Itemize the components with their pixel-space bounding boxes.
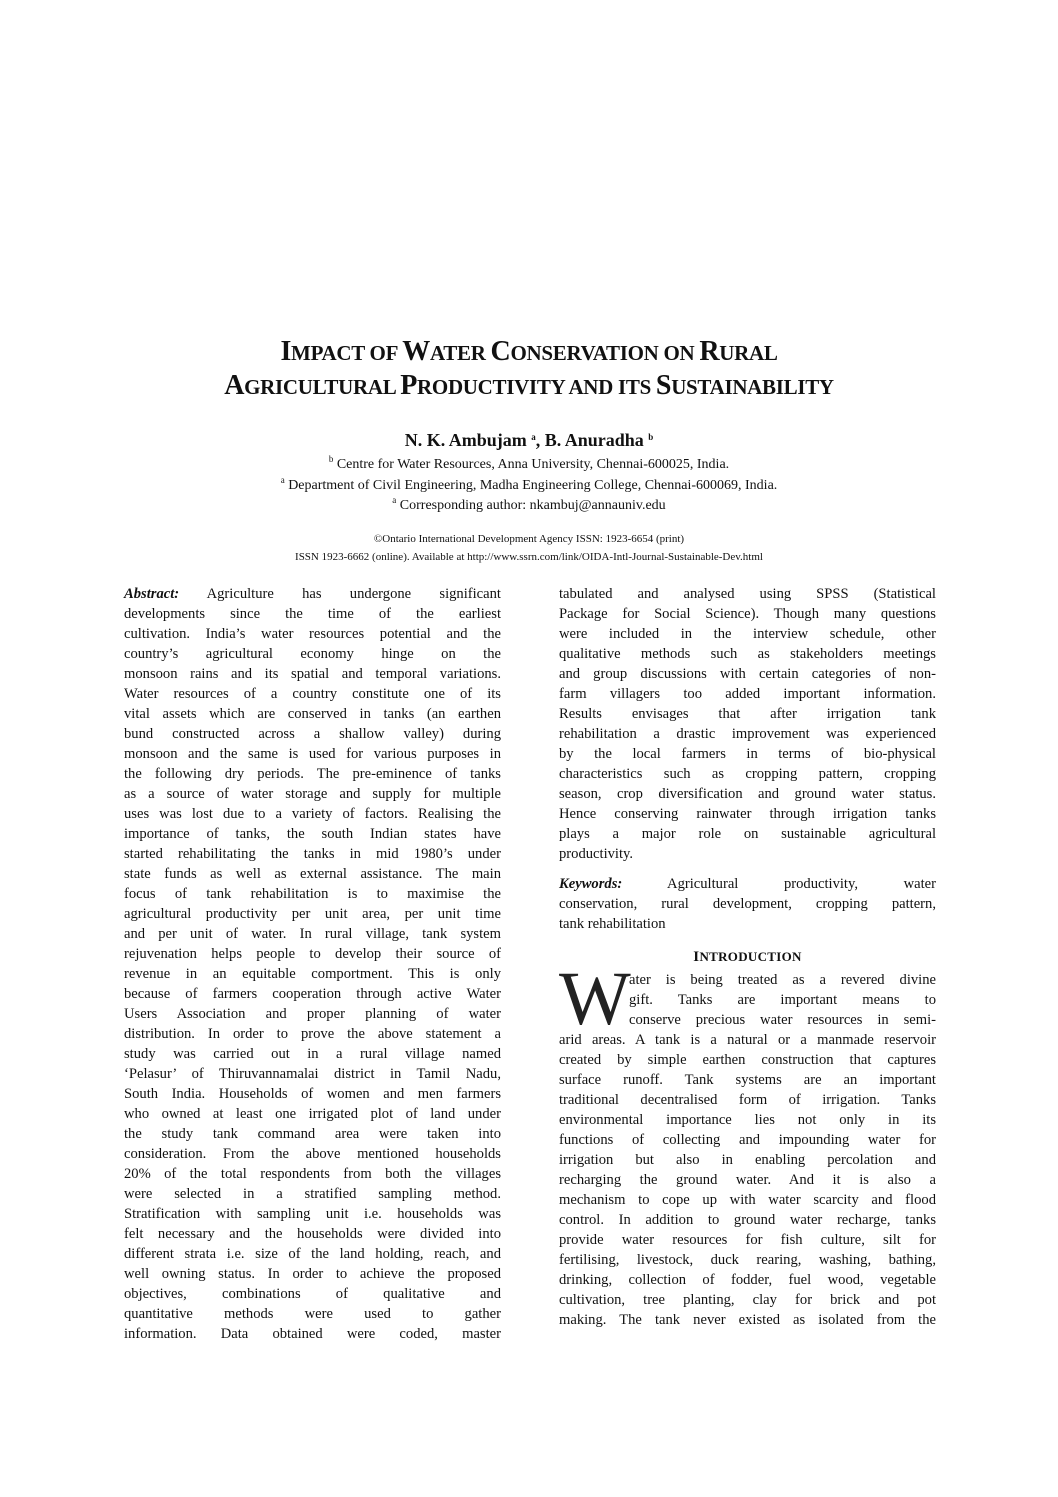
keywords-line [559, 894, 936, 914]
abstract-line [124, 604, 501, 624]
title-small-caps-text: URAL [719, 341, 778, 365]
keywords-text: tank rehabilitation [559, 916, 666, 932]
abstract-line [124, 864, 501, 884]
abstract-line [124, 964, 501, 984]
abstract-line [124, 1244, 501, 1264]
keywords-label: Keywords: [559, 876, 623, 892]
affiliation-text: Department of Civil Engineering, Madha Engineering College, Chennai-600069, India. [288, 478, 778, 493]
abstract-text: study was carried out in a rural village named [124, 1046, 501, 1062]
affiliation [0, 475, 1058, 494]
abstract-line [124, 1144, 501, 1164]
title-small-caps-text: MPACT OF [291, 341, 403, 365]
abstract-text: consideration. From the above mentioned households [124, 1146, 501, 1162]
introduction-line [559, 1230, 936, 1250]
text-line-content: qualitative methods such as stakeholders meetings [559, 646, 936, 662]
abstract-text: felt necessary and the households were divided into [124, 1226, 501, 1242]
text-line-content: characteristics such as cropping pattern, cropping [559, 766, 936, 782]
abstract-text: state funds as well as external assistance. The main [124, 866, 501, 882]
abstract-line [124, 664, 501, 684]
abstract-text: bund constructed across a shallow valley) during [124, 726, 501, 742]
abstract-line [559, 604, 936, 624]
abstract-line [124, 924, 501, 944]
title-small-caps-text: ONSERVATION ON [510, 341, 700, 365]
abstract-line [124, 1024, 501, 1044]
abstract-text: uses was lost due to a variety of factors. Realising the [124, 806, 501, 822]
abstract-line [559, 644, 936, 664]
title-capital-letter: A [224, 370, 245, 401]
abstract-line [124, 764, 501, 784]
abstract-line [124, 804, 501, 824]
text-line-content: irrigation but also in enabling percolation and [559, 1152, 936, 1168]
affiliation-text: Centre for Water Resources, Anna University, Chennai-600025, India. [336, 457, 730, 472]
abstract-line [124, 1044, 501, 1064]
text-line-content: arid areas. A tank is a natural or a manmade reservoir [559, 1032, 936, 1048]
title-small-caps-text: ATER [429, 341, 491, 365]
abstract-text: were selected in a stratified sampling method. [124, 1186, 501, 1202]
issn-availability-line: ISSN 1923-6662 (online). Available at http://www.ssrn.com/link/OIDA-Intl-Journal-Sustainable-Dev.html [295, 551, 763, 563]
abstract-text: different strata i.e. size of the land holding, reach, and [124, 1246, 501, 1262]
abstract-text: developments since the time of the earliest [124, 606, 501, 622]
abstract-line [124, 1224, 501, 1244]
introduction-line [559, 1210, 936, 1230]
abstract-text: cultivation. India’s water resources potential and the [124, 626, 501, 642]
abstract-text: revenue in an equitable comportment. This is only [124, 966, 501, 982]
introduction-line [559, 1110, 936, 1130]
abstract-text: who owned at least one irrigated plot of land under [124, 1106, 501, 1122]
text-line-content: cultivation, tree planting, clay for brick and pot [559, 1292, 936, 1308]
text-line-content: tabulated and analysed using SPSS (Statistical [559, 586, 936, 602]
introduction-line [559, 1070, 936, 1090]
abstract-text: distribution. In order to prove the above statement a [124, 1026, 501, 1042]
abstract-line [124, 1064, 501, 1084]
title-capital-letter: P [400, 370, 418, 401]
abstract-line [124, 1124, 501, 1144]
corresponding-author [0, 495, 1058, 514]
text-line-content: fertilising, livestock, duck rearing, washing, bathing, [559, 1252, 936, 1268]
abstract-text: rejuvenation helps people to develop their source of [124, 946, 501, 962]
abstract-line [124, 944, 501, 964]
text-line-content: making. The tank never existed as isolated from the [559, 1312, 936, 1328]
abstract-line [124, 824, 501, 844]
text-line-content: recharging the ground water. And it is also a [559, 1172, 936, 1188]
abstract-text: quantitative methods were used to gather [124, 1306, 501, 1322]
text-line-content: Package for Social Science). Though many questions [559, 606, 936, 622]
author-affiliation-marker: a [531, 432, 536, 442]
abstract-text: Water resources of a country constitute one of its [124, 686, 501, 702]
introduction-line [559, 1190, 936, 1210]
title-capital-letter: R [699, 336, 720, 367]
text-line-content: and group discussions with certain categories of non- [559, 666, 936, 682]
abstract-text: the following dry periods. The pre-eminence of tanks [124, 766, 501, 782]
abstract-line [124, 744, 501, 764]
abstract-line [559, 824, 936, 844]
author-name: B. Anuradha [544, 430, 644, 450]
keywords-text: Agricultural productivity, water [622, 876, 936, 892]
author-separator: , [535, 430, 545, 450]
heading-capital-letter: I [693, 949, 700, 965]
abstract-line [124, 684, 501, 704]
text-line-content: environmental importance lies not only in its [559, 1112, 936, 1128]
abstract-first-line [124, 584, 501, 604]
abstract-text: ‘Pelasur’ of Thiruvannamalai district in Tamil Nadu, [124, 1066, 501, 1082]
introduction-line [559, 1150, 936, 1170]
introduction-paragraph [559, 957, 936, 1330]
abstract-line [124, 884, 501, 904]
introduction-line [559, 1290, 936, 1310]
title-capital-letter: C [490, 336, 511, 367]
affiliation-marker: b [328, 454, 334, 464]
abstract-line [124, 1184, 501, 1204]
abstract-line [124, 1284, 501, 1304]
introduction-line [559, 1250, 936, 1270]
author-list [0, 430, 1058, 451]
abstract-text: Agriculture has undergone significant [179, 586, 501, 602]
abstract-line [559, 584, 936, 604]
abstract-line [124, 1304, 501, 1324]
text-line-content: conserve precious water resources in semi- [629, 1012, 936, 1028]
text-line-content: were included in the interview schedule, other [559, 626, 936, 642]
abstract-text: focus of tank rehabilitation is to maximise the [124, 886, 501, 902]
introduction-line [559, 1170, 936, 1190]
text-line-content: gift. Tanks are important means to [629, 992, 936, 1008]
abstract-line [124, 1084, 501, 1104]
abstract-text: 20% of the total respondents from both the villages [124, 1166, 501, 1182]
text-line-content: farm villagers too added important information. [559, 686, 936, 702]
title-capital-letter: W [402, 336, 430, 367]
text-line-content: provide water resources for fish culture, silt for [559, 1232, 936, 1248]
text-line-content: functions of collecting and impounding water for [559, 1132, 936, 1148]
abstract-text: monsoon rains and its spatial and temporal variations. [124, 666, 501, 682]
abstract-line [559, 764, 936, 784]
abstract-text: importance of tanks, the south Indian states have [124, 826, 501, 842]
right-column [559, 584, 936, 1330]
title-capital-letter: I [280, 336, 292, 367]
text-line-content: Hence conserving rainwater through irrigation tanks [559, 806, 936, 822]
text-line-content: mechanism to cope up with water scarcity and flood [559, 1192, 936, 1208]
keywords-text: conservation, rural development, cropping pattern, [559, 896, 936, 912]
text-line-content: traditional decentralised form of irrigation. Tanks [559, 1092, 936, 1108]
abstract-line [559, 704, 936, 724]
title-small-caps-text: USTAINABILITY [671, 375, 834, 399]
introduction-line [559, 1050, 936, 1070]
abstract-line [559, 684, 936, 704]
corresponding-author-email: Corresponding author: nkambuj@annauniv.edu [399, 498, 666, 513]
abstract-text: as a source of water storage and supply for multiple [124, 786, 501, 802]
abstract-text: information. Data obtained were coded, master [124, 1326, 501, 1342]
affiliation [0, 454, 1058, 473]
abstract-text: agricultural productivity per unit area, per unit time [124, 906, 501, 922]
abstract-line [559, 804, 936, 824]
abstract-text: Stratification with sampling unit i.e. households was [124, 1206, 501, 1222]
text-line-content: Results envisages that after irrigation tank [559, 706, 936, 722]
abstract-line [559, 784, 936, 804]
title-capital-letter: S [655, 370, 672, 401]
abstract-line [559, 744, 936, 764]
introduction-line [559, 1090, 936, 1110]
abstract-line [559, 724, 936, 744]
abstract-line [124, 1004, 501, 1024]
abstract-text: objectives, combinations of qualitative and [124, 1286, 501, 1302]
abstract-text: vital assets which are conserved in tanks (an earthen [124, 706, 501, 722]
abstract-text: monsoon and the same is used for various purposes in [124, 746, 501, 762]
abstract-text: South India. Households of women and men farmers [124, 1086, 501, 1102]
text-line-content: created by simple earthen construction that captures [559, 1052, 936, 1068]
abstract-line [124, 984, 501, 1004]
abstract-line [124, 1104, 501, 1124]
abstract-line [124, 724, 501, 744]
abstract-line [559, 624, 936, 644]
abstract-text: well owning status. In order to achieve the proposed [124, 1266, 501, 1282]
paper-title-line-1 [0, 336, 1058, 368]
drop-cap-letter: W [559, 957, 631, 1041]
abstract-line [124, 704, 501, 724]
abstract-text: because of farmers cooperation through active Water [124, 986, 501, 1002]
introduction-line [559, 1130, 936, 1150]
abstract-line [559, 844, 936, 864]
spacer [559, 934, 936, 944]
abstract-line [124, 1264, 501, 1284]
text-line-content: by the local farmers in terms of bio-physical [559, 746, 936, 762]
abstract-line [124, 904, 501, 924]
abstract-label: Abstract: [124, 586, 180, 602]
abstract-line [124, 784, 501, 804]
abstract-text: country’s agricultural economy hinge on the [124, 646, 501, 662]
text-line-content: drinking, collection of fodder, fuel wood, vegetable [559, 1272, 936, 1288]
text-line-content: rehabilitation a drastic improvement was experienced [559, 726, 936, 742]
introduction-line [559, 1310, 936, 1330]
text-line-content: season, crop diversification and ground water status. [559, 786, 936, 802]
abstract-text: Users Association and proper planning of water [124, 1006, 501, 1022]
keywords-line [559, 914, 936, 934]
affiliation-marker: a [392, 495, 397, 505]
abstract-line [124, 644, 501, 664]
abstract-text: the study tank command area were taken into [124, 1126, 501, 1142]
copyright-line: ©Ontario International Development Agency ISSN: 1923-6654 (print) [373, 533, 685, 545]
text-line-content: surface runoff. Tank systems are an important [559, 1072, 936, 1088]
abstract-text: started rehabilitating the tanks in mid 1980’s under [124, 846, 501, 862]
abstract-line [124, 624, 501, 644]
text-line-content: ater is being treated as a revered divine [629, 972, 936, 988]
abstract-line [124, 1204, 501, 1224]
author-name: N. K. Ambujam [404, 430, 527, 450]
left-column [124, 584, 501, 1344]
abstract-line [124, 1324, 501, 1344]
affiliation-marker: a [280, 475, 285, 485]
abstract-text: and per unit of water. In rural village, tank system [124, 926, 501, 942]
keywords-line [559, 874, 936, 894]
author-affiliation-marker: b [648, 432, 654, 442]
spacer [559, 864, 936, 874]
heading-small-caps-text: NTRODUCTION [699, 949, 802, 964]
introduction-line [559, 1270, 936, 1290]
abstract-line [124, 1164, 501, 1184]
title-small-caps-text: GRICULTURAL [244, 375, 401, 399]
paper-title-line-2 [0, 370, 1058, 402]
abstract-line [124, 844, 501, 864]
title-small-caps-text: RODUCTIVITY AND ITS [417, 375, 656, 399]
text-line-content: productivity. [559, 846, 634, 862]
text-line-content: plays a major role on sustainable agricultural [559, 826, 936, 842]
abstract-line [559, 664, 936, 684]
text-line-content: control. In addition to ground water recharge, tanks [559, 1212, 936, 1228]
